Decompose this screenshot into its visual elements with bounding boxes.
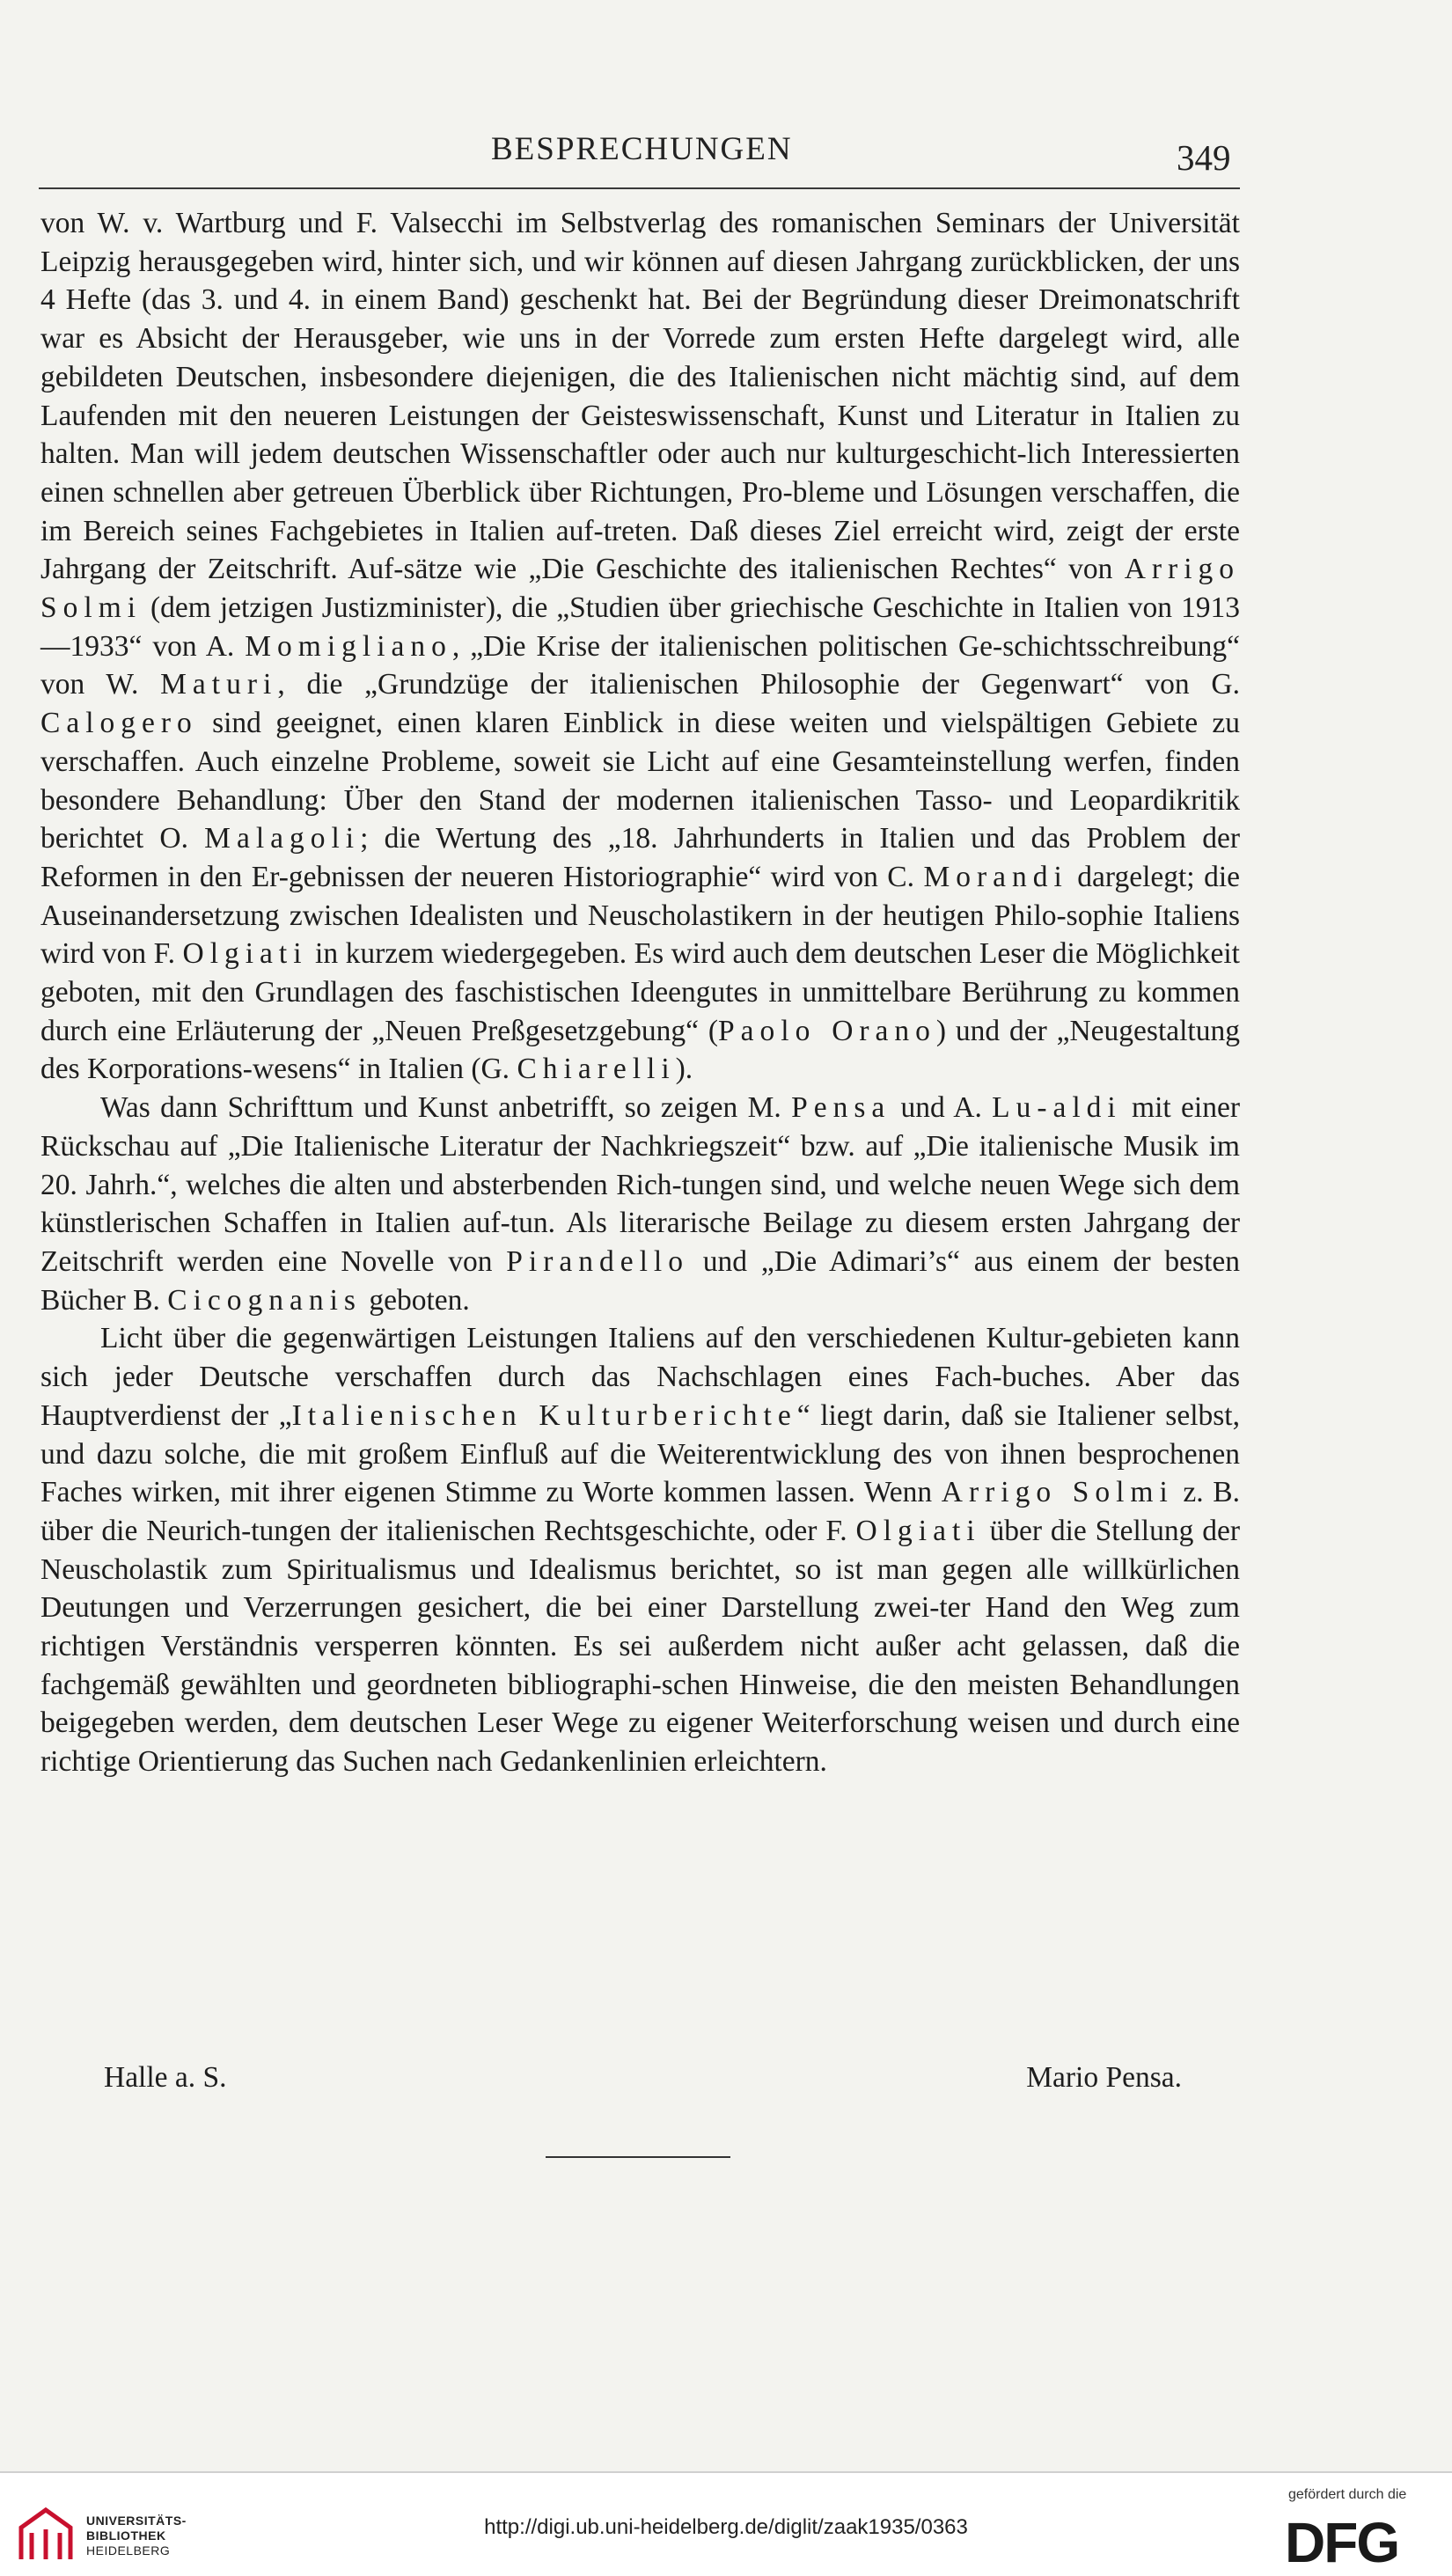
- text-run: Licht über die gegenwärtigen Leistungen Italiens auf den verschiedenen Kultur-gebieten kann sich jeder Deutsche verschaffen durch das Nachschlagen eines Fach-buches. Aber das Hauptverdienst der „: [40, 1322, 1240, 1432]
- signoff-place: Halle a. S.: [104, 2061, 227, 2094]
- paragraph-3: [40, 1319, 1240, 1780]
- footer-divider: [0, 2471, 1452, 2473]
- logo-line: HEIDELBERG: [86, 2543, 171, 2558]
- paragraph-2: [40, 1089, 1240, 1319]
- text-run: geboten.: [361, 1283, 470, 1317]
- spaced-name: Arrigo Solmi: [941, 1476, 1174, 1509]
- end-rule: [546, 2156, 730, 2158]
- text-run: von W. v. Wartburg und F. Valsecchi im Selbstverlag des romanischen Seminars der Universität Leipzig herausgegeben wird, hinter sich, und wir können auf diesen Jahrgang zurückblicken, der uns 4 Hefte (das 3. und 4. in einem Band) geschenkt hat. Bei der Begründung dieser Dreimonatschrift war es Absicht der Herausgeber, wie uns in der Vorrede zum ersten Hefte dargelegt wird, alle gebildeten Deutschen, insbesondere diejenigen, die des Italienischen nicht mächtig sind, auf dem Laufenden mit den neueren Leistungen der Geisteswissenschaft, Kunst und Literatur in Italien zu halten. Man will jedem deutschen Wissenschaftler oder auch nur kulturgeschicht-lich Interessierten einen schnellen aber getreuen Überblick über Richtungen, Pro-bleme und Lösungen verschaffen, die im Bereich seines Fachgebietes in Italien auf-treten. Daß dieses Ziel erreicht wird, zeigt der erste Jahrgang der Zeitschrift. Auf-sätze wie „Die Geschichte des italienischen Rechtes“ von: [40, 207, 1240, 586]
- text-run: mit einer Rückschau auf „Die Italienische Literatur der Nachkriegszeit“ bzw. auf „Die italienische Musik im 20. Jahrh.“, welches die alten und absterbenden Rich-tungen sind, und welche neuen Wege sich dem künstlerischen Schaffen in Italien auf-tun. Als literarische Beilage zu diesem ersten Jahrgang der Zeitschrift werden eine Novelle von: [40, 1091, 1240, 1278]
- spaced-name: Morandi: [923, 860, 1068, 893]
- spaced-name: Arrigo Solmi: [40, 553, 1240, 625]
- dfg-credit: gefördert durch die: [1288, 2487, 1407, 2502]
- text-run: und „Die Adimari’s“ aus einem der besten Bücher B.: [40, 1244, 1240, 1317]
- spaced-name: Pensa: [791, 1091, 891, 1125]
- text-run: sind geeignet, einen klaren Einblick in diese weiten und vielspältigen Gebiete zu verschaffen. Auch einzelne Probleme, soweit sie Licht auf eine Gesamteinstellung werfen, finden besondere Behandlung: Über den Stand der modernen italienischen Tasso- und Leopardikritik berichtet O.: [40, 707, 1240, 855]
- text-run: in kurzem wiedergegeben. Es wird auch dem deutschen Leser die Möglichkeit geboten, mit den Grundlagen des faschistischen Ideengutes in unmittelbare Berührung zu kommen durch eine Erläuterung der „Neuen Preßgesetzgebung“ (: [40, 937, 1240, 1047]
- spaced-name: Lu-aldi: [992, 1091, 1122, 1125]
- spaced-name: Olgiati: [855, 1514, 981, 1547]
- permalink-url[interactable]: http://digi.ub.uni-heidelberg.de/diglit/zaak1935/0363: [484, 2515, 968, 2539]
- page-number: 349: [1177, 137, 1231, 178]
- review-body: [40, 204, 1240, 1781]
- text-run: Was dann Schrifttum und Kunst anbetrifft, so zeigen M.: [100, 1091, 792, 1125]
- header-rule: [39, 187, 1240, 189]
- spaced-name: Maturi: [160, 668, 278, 701]
- spaced-name: Cicognanis: [167, 1283, 362, 1317]
- spaced-name: Paolo Orano: [718, 1014, 936, 1047]
- text-run: dargelegt; die Auseinandersetzung zwischen Idealisten und Neuscholastikern in der heutigen Philo-sophie Italiens wird von F.: [40, 860, 1240, 971]
- viewer-footer: [0, 2471, 1452, 2576]
- paragraph-1: [40, 204, 1240, 1089]
- spaced-name: Momigliano: [245, 629, 452, 663]
- signoff-author: Mario Pensa.: [1026, 2061, 1182, 2094]
- text-run: “ liegt darin, daß sie Italiener selbst, und dazu solche, die mit großem Einfluß auf die Weiterentwicklung des von ihnen besprochenen Faches wirken, mit ihrer eigenen Stimme zu Worte kommen lassen. Wenn: [40, 1398, 1240, 1509]
- text-run: ) und der „Neugestaltung des Korporations-wesens“ in Italien (G.: [40, 1014, 1240, 1086]
- logo-line: UNIVERSITÄTS-: [86, 2514, 187, 2528]
- dfg-logo: DFG: [1285, 2511, 1399, 2574]
- text-run: ).: [675, 1053, 693, 1086]
- spaced-name: Pirandello: [506, 1244, 689, 1278]
- spaced-name: Italienischen Kulturberichte: [291, 1398, 797, 1432]
- text-run: , die „Grundzüge der italienischen Philosophie der Gegenwart“ von G.: [277, 668, 1240, 701]
- text-run: , „Die Krise der italienischen politischen Ge-schichtsschreibung“ von W.: [40, 629, 1240, 701]
- running-head: BESPRECHUNGEN: [491, 131, 793, 167]
- spaced-name: Olgiati: [182, 937, 308, 971]
- logo-line: BIBLIOTHEK: [86, 2528, 166, 2543]
- spaced-name: Calogero: [40, 707, 198, 740]
- spaced-name: Malagoli: [204, 822, 361, 855]
- text-run: und A.: [891, 1091, 993, 1125]
- text-run: ; die Wertung des „18. Jahrhunderts in Italien und das Problem der Reformen in den Er-gebnissen der neueren Historiographie“ wird von C.: [40, 822, 1240, 893]
- text-run: über die Stellung der Neuscholastik zum Spiritualismus und Idealismus berichtet, so ist man gegen alle willkürlichen Deutungen und Verzerrungen gesichert, die bei einer Darstellung zwei-ter Hand den Weg zum richtigen Verständnis versperren könnten. Es sei außerdem nicht außer acht gelassen, daß die fachgemäß gewählten und geordneten bibliographi-schen Hinweise, die den meisten Behandlungen beigegeben werden, dem deutschen Leser Wege zu eigener Weiterforschung weisen und durch eine richtige Orientierung das Suchen nach Gedankenlinien erleichtern.: [40, 1514, 1240, 1779]
- text-run: z. B. über die Neurich-tungen der italienischen Rechtsgeschichte, oder F.: [40, 1476, 1241, 1547]
- text-run: (dem jetzigen Justizminister), die „Studien über griechische Geschichte in Italien von 1913—1933“ von A.: [40, 591, 1240, 663]
- spaced-name: Chiarelli: [517, 1053, 676, 1086]
